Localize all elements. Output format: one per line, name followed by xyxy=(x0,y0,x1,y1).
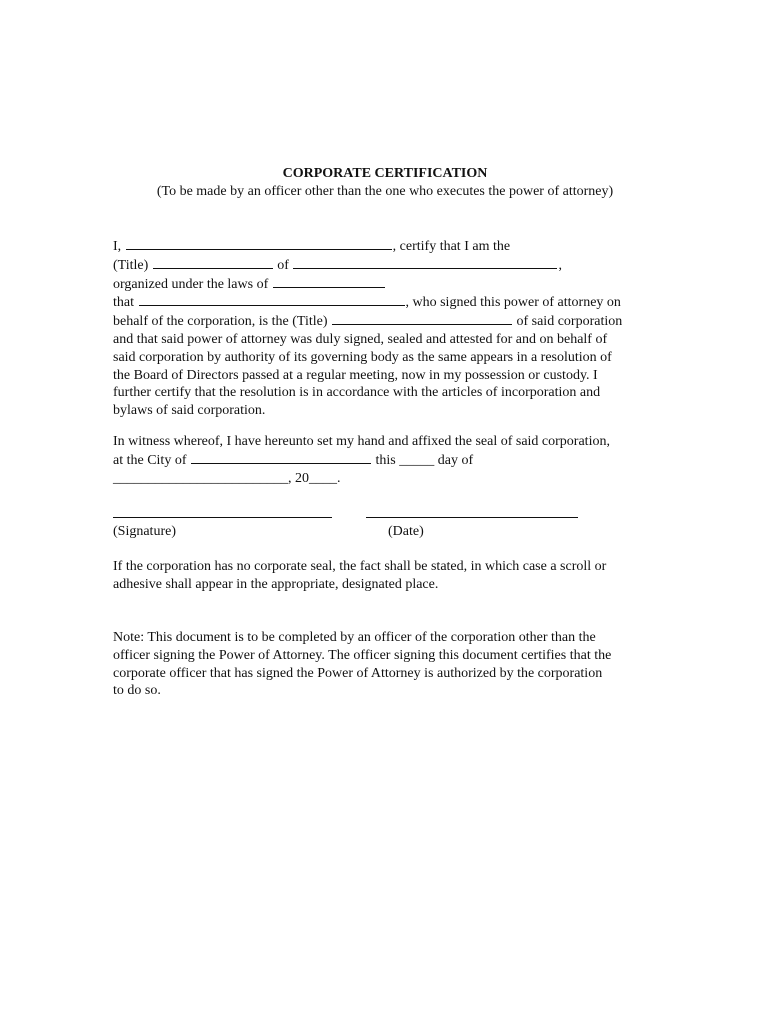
date-line[interactable] xyxy=(366,517,578,518)
city-blank[interactable] xyxy=(191,451,371,464)
document-title: CORPORATE CERTIFICATION xyxy=(282,166,488,181)
cert-line-4: that , who signed this power of attorney on xyxy=(113,295,621,311)
cert-line-6: and that said power of attorney was duly signed, sealed and attested for and on behalf of xyxy=(113,331,608,347)
signer-name-blank[interactable] xyxy=(139,293,405,306)
seal-note-line-1: If the corporation has no corporate seal, the fact shall be stated, in which case a scroll or xyxy=(113,559,607,574)
cert-line-3: organized under the laws of xyxy=(113,275,658,294)
witness-line-1: In witness whereof, I have hereunto set my hand and affixed the seal of said corporation, xyxy=(113,434,610,449)
note-line-1: Note: This document is to be completed by an officer of the corporation other than the xyxy=(113,630,596,645)
document-subtitle: (To be made by an officer other than the one who executes the power of attorney) xyxy=(156,184,614,199)
officer-title-blank[interactable] xyxy=(153,256,273,269)
witness-paragraph xyxy=(113,433,658,487)
cert-line-7: said corporation by authority of its governing body as the same appears in a resolution of xyxy=(113,349,612,365)
signature-line[interactable] xyxy=(113,517,332,518)
note-paragraph xyxy=(113,629,658,700)
cert-line-10: bylaws of said corporation. xyxy=(113,403,266,419)
date-label: (Date) xyxy=(388,524,424,539)
cert-line-2: (Title) of , xyxy=(113,257,562,273)
signature-row xyxy=(113,506,658,546)
note-line-2: officer signing the Power of Attorney. The officer signing this document certifies that the xyxy=(113,647,612,663)
cert-line-5: behalf of the corporation, is the (Title) of said corporation xyxy=(113,314,623,330)
cert-line-9: further certify that the resolution is in accordance with the articles of incorporation and xyxy=(113,385,601,401)
witness-line-2: at the City of this _____ day of xyxy=(113,452,474,468)
note-line-4: to do so. xyxy=(113,683,161,699)
corporation-name-blank[interactable] xyxy=(293,256,557,269)
seal-note-line-2: adhesive shall appear in the appropriate, designated place. xyxy=(113,576,439,592)
signature-label: (Signature) xyxy=(113,524,176,539)
seal-note-paragraph xyxy=(113,558,658,594)
officer-name-blank[interactable] xyxy=(126,237,392,250)
cert-line-1: I, , certify that I am the xyxy=(113,239,511,254)
certification-paragraph xyxy=(113,237,658,420)
witness-line-3: _________________________, 20____. xyxy=(113,470,341,486)
state-laws-blank[interactable] xyxy=(273,275,385,288)
cert-line-8: the Board of Directors passed at a regular meeting, now in my possession or custody. I xyxy=(113,367,598,383)
note-line-3: corporate officer that has signed the Power of Attorney is authorized by the corporation xyxy=(113,665,603,681)
signer-title-blank[interactable] xyxy=(332,312,512,325)
